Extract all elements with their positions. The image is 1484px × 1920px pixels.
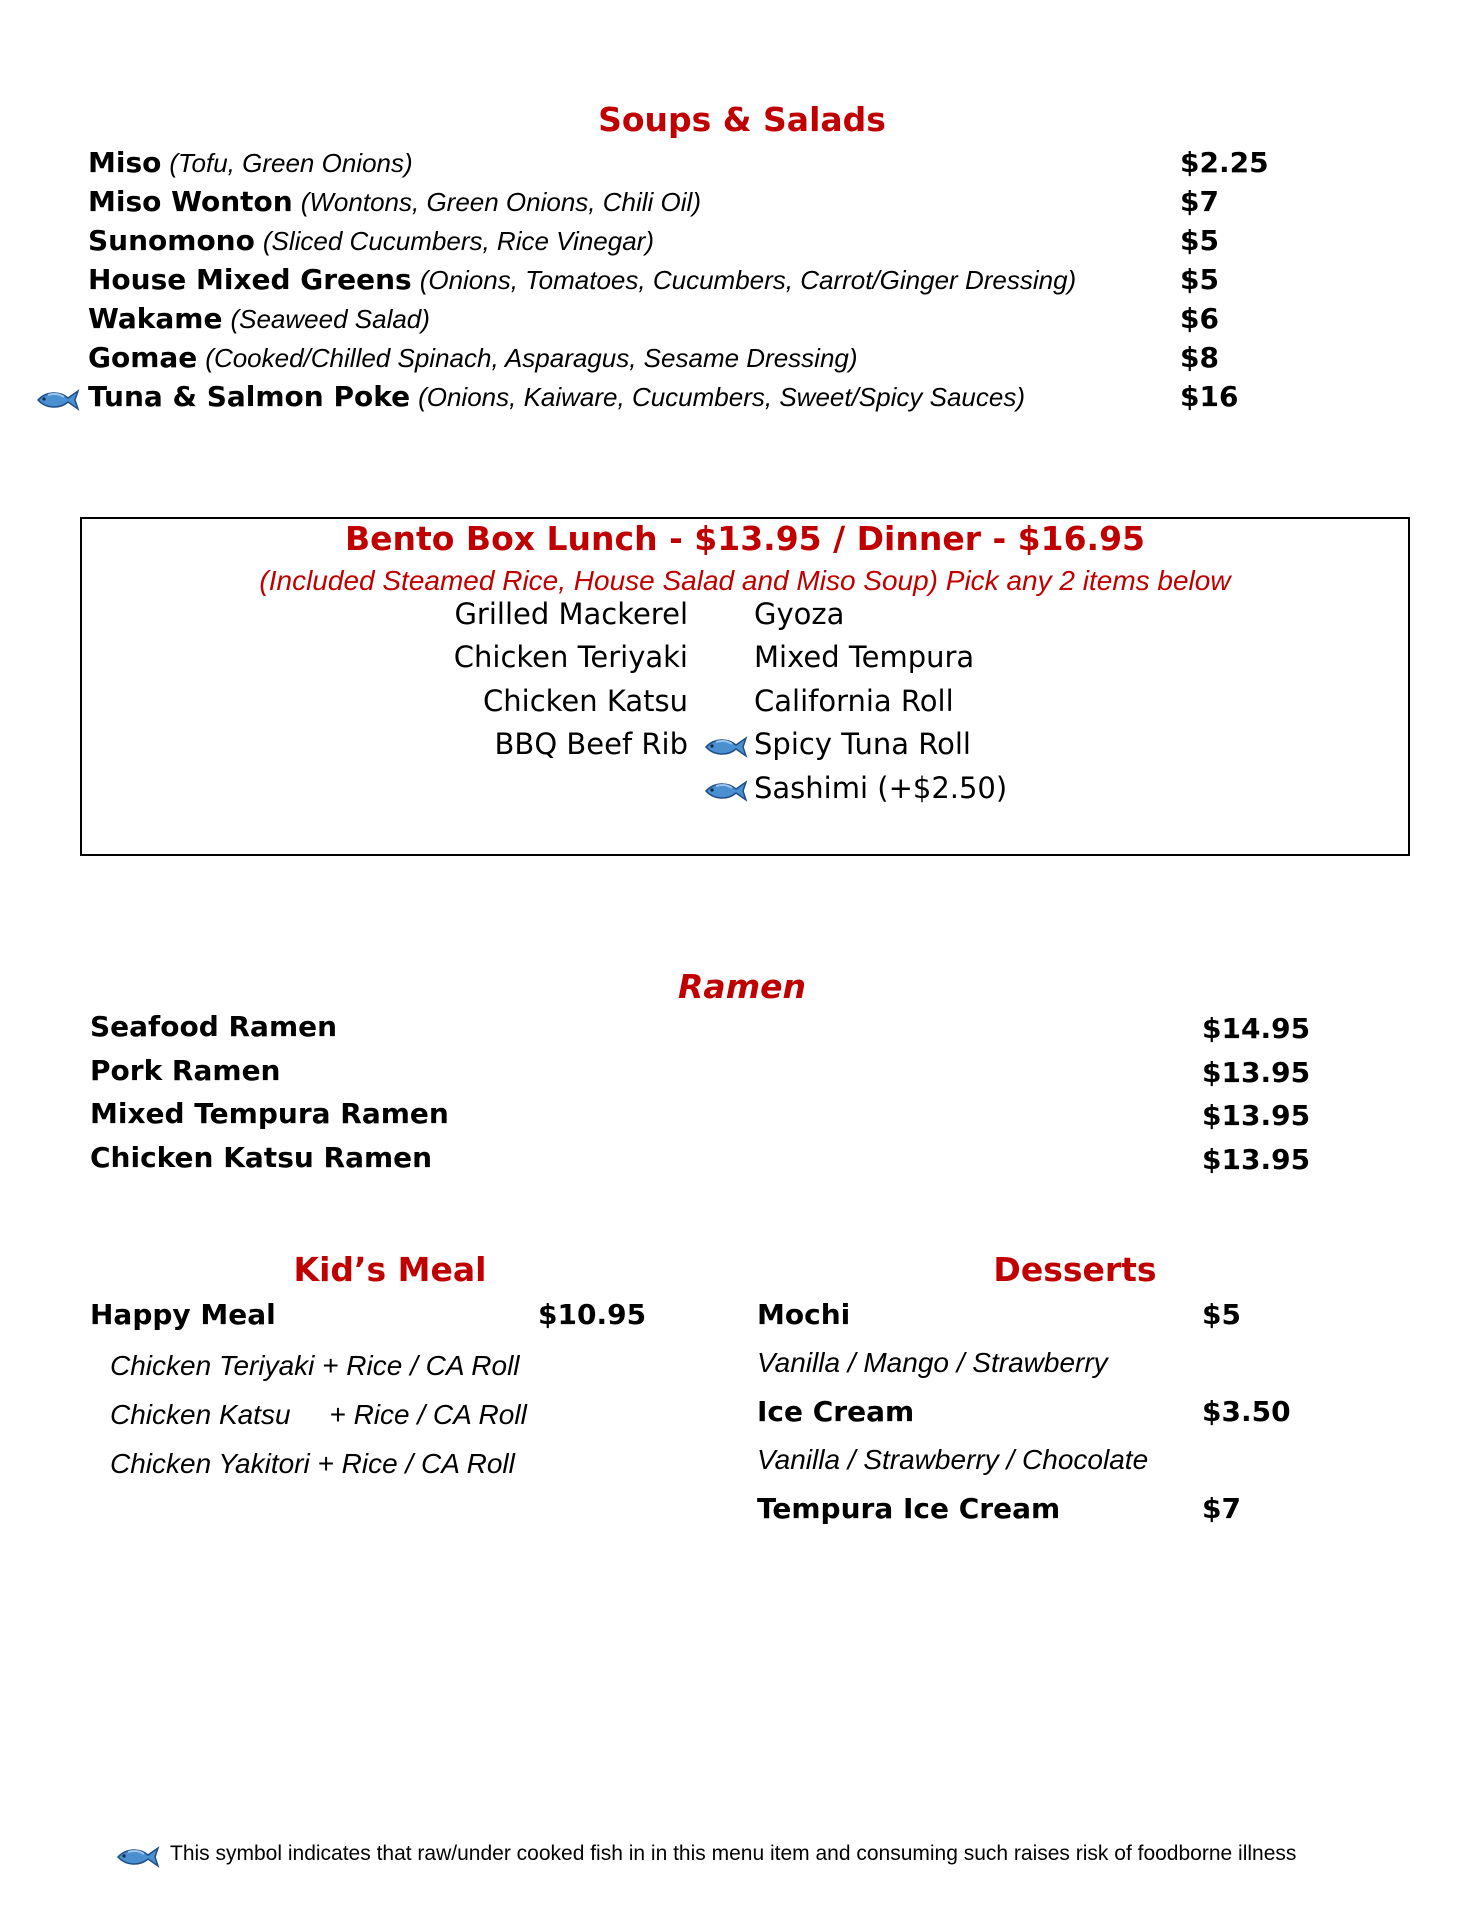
bento-item: Grilled Mackerel xyxy=(454,597,688,631)
soups-salads-heading: Soups & Salads xyxy=(598,100,886,139)
raw-fish-icon xyxy=(702,735,748,759)
menu-item xyxy=(0,1010,1484,1050)
item-price: $13.95 xyxy=(1202,1056,1311,1089)
item-description: (Onions, Tomatoes, Cucumbers, Carrot/Ginger Dressing) xyxy=(419,265,1077,295)
raw-fish-icon xyxy=(702,779,748,803)
bento-title: Bento Box Lunch - $13.95 / Dinner - $16.95 xyxy=(344,519,1146,558)
bento-item: California Roll xyxy=(754,684,954,718)
item-name: House Mixed Greens (Onions, Tomatoes, Cucumbers, Carrot/Ginger Dressing) xyxy=(88,263,1077,296)
kids-meal-heading: Kid’s Meal xyxy=(293,1250,487,1289)
item-price: $13.95 xyxy=(1202,1143,1311,1176)
ramen-heading: Ramen xyxy=(678,967,806,1006)
item-description: (Cooked/Chilled Spinach, Asparagus, Sesame Dressing) xyxy=(205,343,858,373)
dessert-price: $5 xyxy=(1202,1298,1241,1331)
dessert-options: Vanilla / Strawberry / Chocolate xyxy=(757,1444,1149,1475)
menu-item xyxy=(0,380,1484,420)
dessert-options: Vanilla / Mango / Strawberry xyxy=(757,1347,1108,1378)
item-description: (Sliced Cucumbers, Rice Vinegar) xyxy=(262,226,654,256)
bento-box-panel xyxy=(80,517,1410,856)
bento-item: Chicken Teriyaki xyxy=(453,640,688,674)
bento-subtitle: (Included Steamed Rice, House Salad and Miso Soup) Pick any 2 items below xyxy=(259,565,1231,596)
item-name: Miso (Tofu, Green Onions) xyxy=(88,146,413,179)
item-price: $7 xyxy=(1180,185,1219,218)
item-price: $5 xyxy=(1180,224,1219,257)
item-name: Sunomono (Sliced Cucumbers, Rice Vinegar) xyxy=(88,224,654,257)
item-price: $8 xyxy=(1180,341,1219,374)
bento-item: Mixed Tempura xyxy=(754,640,975,674)
menu-item xyxy=(0,146,1484,186)
dessert-price: $3.50 xyxy=(1202,1395,1291,1428)
menu-item xyxy=(0,302,1484,342)
bento-item: Gyoza xyxy=(754,597,845,631)
menu-item xyxy=(0,1141,1484,1181)
menu-item xyxy=(0,224,1484,264)
bento-item: Spicy Tuna Roll xyxy=(754,727,971,761)
dessert-name: Mochi xyxy=(757,1298,851,1331)
desserts-heading: Desserts xyxy=(993,1250,1157,1289)
bento-item: BBQ Beef Rib xyxy=(494,727,688,761)
item-description: (Onions, Kaiware, Cucumbers, Sweet/Spicy Sauces) xyxy=(418,382,1025,412)
item-name: Wakame (Seaweed Salad) xyxy=(88,302,430,335)
menu-item xyxy=(0,263,1484,303)
menu-item xyxy=(0,1054,1484,1094)
item-price: $2.25 xyxy=(1180,146,1269,179)
dessert-name: Ice Cream xyxy=(757,1395,915,1428)
happy-meal-name: Happy Meal xyxy=(90,1298,276,1331)
kids-option: Chicken Katsu + Rice / CA Roll xyxy=(110,1399,527,1430)
dessert-name: Tempura Ice Cream xyxy=(757,1492,1061,1525)
item-description: (Wontons, Green Onions, Chili Oil) xyxy=(300,187,701,217)
raw-fish-disclaimer: This symbol indicates that raw/under cooked fish in in this menu item and consuming such raises risk of foodborne illness xyxy=(170,1842,1297,1865)
item-price: $6 xyxy=(1180,302,1219,335)
item-name: Mixed Tempura Ramen xyxy=(90,1097,449,1130)
item-name: Chicken Katsu Ramen xyxy=(90,1141,433,1174)
item-price: $16 xyxy=(1180,380,1239,413)
item-name: Seafood Ramen xyxy=(90,1010,338,1043)
item-price: $14.95 xyxy=(1202,1012,1311,1045)
kids-option: Chicken Teriyaki + Rice / CA Roll xyxy=(110,1350,520,1381)
bento-item: Chicken Katsu xyxy=(483,684,688,718)
item-description: (Seaweed Salad) xyxy=(230,304,430,334)
item-price: $13.95 xyxy=(1202,1099,1311,1132)
raw-fish-legend-icon xyxy=(114,1845,160,1869)
item-name: Miso Wonton (Wontons, Green Onions, Chili Oil) xyxy=(88,185,701,218)
menu-item xyxy=(0,1097,1484,1137)
menu-item xyxy=(0,341,1484,381)
menu-item xyxy=(0,185,1484,225)
dessert-price: $7 xyxy=(1202,1492,1241,1525)
item-description: (Tofu, Green Onions) xyxy=(169,148,413,178)
raw-fish-icon xyxy=(34,388,80,412)
item-name: Tuna & Salmon Poke (Onions, Kaiware, Cucumbers, Sweet/Spicy Sauces) xyxy=(88,380,1025,413)
kids-option: Chicken Yakitori + Rice / CA Roll xyxy=(110,1448,515,1479)
item-name: Pork Ramen xyxy=(90,1054,281,1087)
item-name: Gomae (Cooked/Chilled Spinach, Asparagus, Sesame Dressing) xyxy=(88,341,858,374)
bento-item: Sashimi (+$2.50) xyxy=(754,771,1008,805)
item-price: $5 xyxy=(1180,263,1219,296)
happy-meal-price: $10.95 xyxy=(538,1298,647,1331)
